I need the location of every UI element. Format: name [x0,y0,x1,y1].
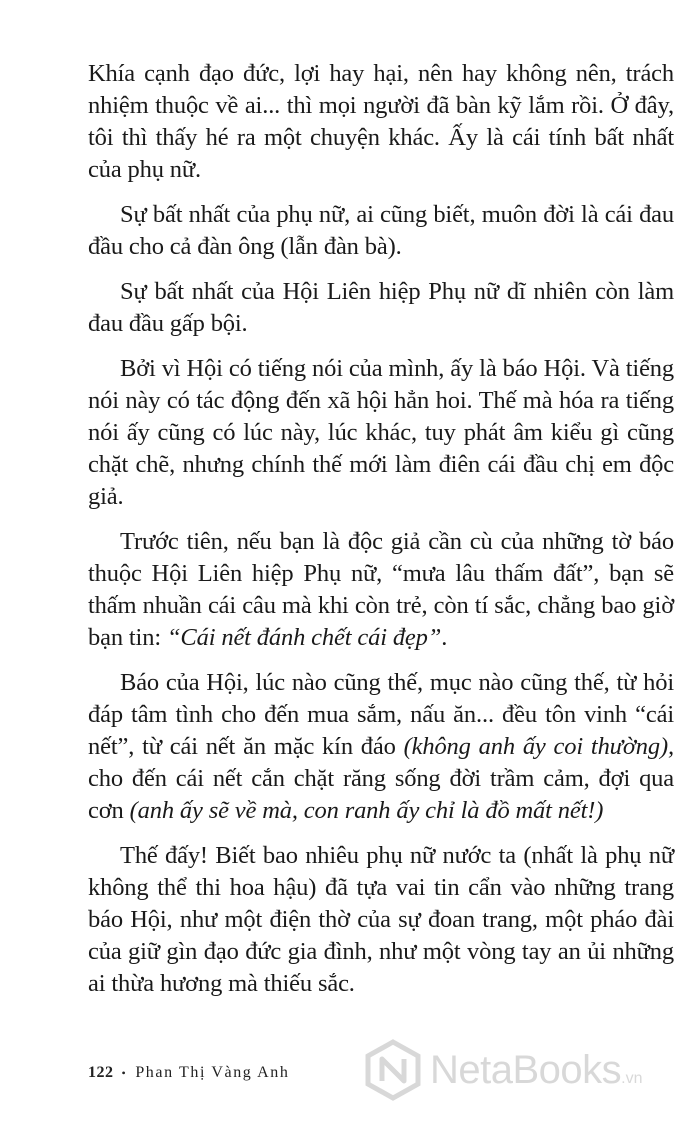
watermark-brand [430,1048,643,1093]
paragraph-7: Thế đấy! Biết bao nhiêu phụ nữ nước ta (nhất là phụ nữ không thể thi hoa hậu) đã tựa vai tin cẩn vào những trang báo Hội, như một điện thờ của sự đoan trang, một pháo đài của giữ gìn đạo đức gia đình, như một vòng tay an ủi những ai thừa hương mà thiếu sắc. [88,842,674,997]
paragraph-3: Sự bất nhất của Hội Liên hiệp Phụ nữ dĩ nhiên còn làm đau đầu gấp bội. [88,278,674,337]
paragraph-2: Sự bất nhất của phụ nữ, ai cũng biết, muôn đời là cái đau đầu cho cả đàn ông (lẫn đàn bà). [88,201,674,260]
netabooks-logo-icon [362,1039,424,1101]
paragraph-6-text: Báo của Hội, lúc nào cũng thế, mục nào cũng thế, từ hỏi đáp tâm tình cho đến mua sắm, nấu ăn... đều tôn vinh “cái nết”, từ cái nết ăn mặc kín đáo [88,669,674,760]
paragraph-6-aside-2: (anh ấy sẽ về mà, con ranh ấy chỉ là đồ mất nết!) [129,797,604,824]
paragraph-5 [88,526,674,654]
watermark [362,1030,692,1110]
paragraph-6-middle: cho đến cái nết cắn chặt răng sống đời trầm cảm, đợi qua cơn [88,765,674,824]
paragraph-6-aside-1: (không anh ấy coi thường), [403,733,674,760]
author-name: Phan Thị Vàng Anh [135,1064,290,1081]
page-number: 122 [88,1064,114,1081]
watermark-suffix: .vn [621,1069,643,1087]
paragraph-1: Khía cạnh đạo đức, lợi hay hại, nên hay không nên, trách nhiệm thuộc về ai... thì mọi người đã bàn kỹ lắm rồi. Ở đây, tôi thì thấy hé ra một chuyện khác. Ấy là cái tính bất nhất của phụ nữ. [88,60,674,183]
page-footer [88,1064,289,1082]
watermark-brand-name: NetaBooks [430,1047,622,1092]
paragraph-5-end: . [441,624,448,651]
paragraph-5-text: Trước tiên, nếu bạn là độc giả cần cù của những tờ báo thuộc Hội Liên hiệp Phụ nữ, “mưa lâu thấm đất”, bạn sẽ thấm nhuần cái câu mà khi còn trẻ, còn tí sắc, chẳng bao giờ bạn tin: [88,528,674,651]
body-text [88,58,674,1013]
paragraph-6 [88,667,674,827]
footer-separator: • [121,1065,128,1080]
paragraph-5-quote: “Cái nết đánh chết cái đẹp” [166,624,442,651]
paragraph-4: Bởi vì Hội có tiếng nói của mình, ấy là báo Hội. Và tiếng nói này có tác động đến xã hội hẳn hoi. Thế mà hóa ra tiếng nói ấy cũng có lúc này, lúc khác, tuy phát âm kiểu gì cũng chặt chẽ, nhưng chính thế mới làm điên cái đầu chị em độc giả. [88,355,674,510]
